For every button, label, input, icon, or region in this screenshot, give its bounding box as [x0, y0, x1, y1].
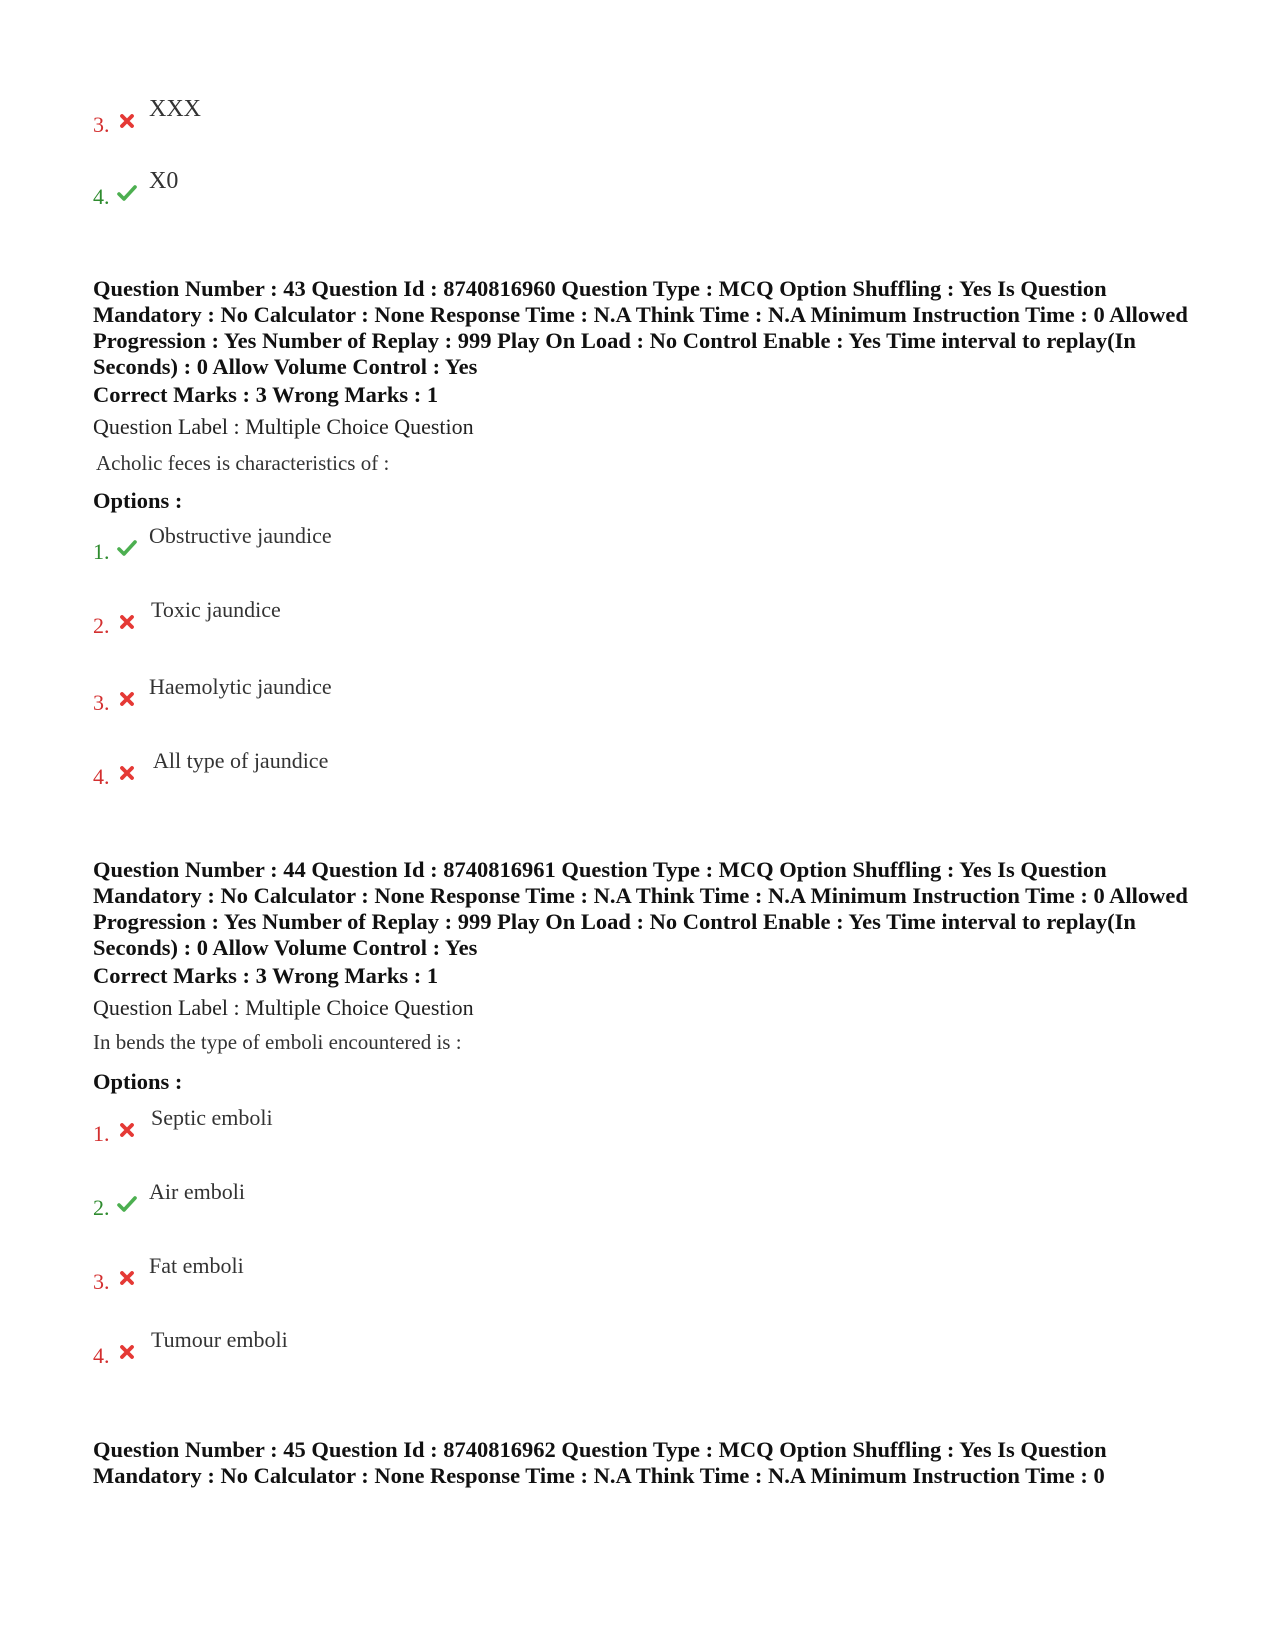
option-number: 3.: [93, 112, 110, 137]
option-text: XXX: [149, 96, 201, 122]
question-text: In bends the type of emboli encountered is :: [93, 1030, 462, 1054]
cross-icon: [117, 112, 137, 130]
option-text: Septic emboli: [151, 1105, 273, 1130]
option-text: All type of jaundice: [153, 748, 329, 773]
option-text: Haemolytic jaundice: [149, 674, 332, 699]
option-text: Toxic jaundice: [151, 597, 281, 622]
question-text: Acholic feces is characteristics of :: [96, 451, 390, 475]
option-text: Obstructive jaundice: [149, 523, 332, 548]
question-label: Question Label : Multiple Choice Question: [93, 995, 474, 1020]
option-number: 2.: [93, 1195, 110, 1220]
question-header: Question Number : 45 Question Id : 8740816962 Question Type : MCQ Option Shuffling : Yes Is Question Mandatory : No Calculator : None Response Time : N.A Think Time : N.A Minimum Instruction Time : 0: [93, 1437, 1107, 1488]
options-heading: Options :: [93, 488, 183, 513]
options-heading: Options :: [93, 1069, 183, 1094]
marks-line: Correct Marks : 3 Wrong Marks : 1: [93, 382, 439, 407]
check-icon: [117, 539, 137, 557]
question-header: Question Number : 44 Question Id : 8740816961 Question Type : MCQ Option Shuffling : Yes Is Question Mandatory : No Calculator : None Response Time : N.A Think Time : N.A Minimum Instruction Time : 0 Allowed Progression : Yes Number of Replay : 999 Play On Load : No Control Enable : Yes Time interval to replay(In Seconds) : 0 Allow Volume Control : Yes: [93, 857, 1188, 960]
option-number: 4.: [93, 184, 110, 209]
option-text: Air emboli: [149, 1179, 245, 1204]
option-number: 2.: [93, 613, 110, 638]
check-icon: [117, 184, 137, 202]
option-number: 1.: [93, 539, 110, 564]
option-number: 3.: [93, 1269, 110, 1294]
option-number: 4.: [93, 1343, 110, 1368]
cross-icon: [117, 1121, 137, 1139]
question-label: Question Label : Multiple Choice Question: [93, 414, 474, 439]
option-number: 4.: [93, 764, 110, 789]
check-icon: [117, 1195, 137, 1213]
option-text: X0: [149, 168, 179, 194]
option-text: Fat emboli: [149, 1253, 244, 1278]
question-header: Question Number : 43 Question Id : 8740816960 Question Type : MCQ Option Shuffling : Yes Is Question Mandatory : No Calculator : None Response Time : N.A Think Time : N.A Minimum Instruction Time : 0 Allowed Progression : Yes Number of Replay : 999 Play On Load : No Control Enable : Yes Time interval to replay(In Seconds) : 0 Allow Volume Control : Yes: [93, 276, 1188, 379]
cross-icon: [117, 690, 137, 708]
option-number: 1.: [93, 1121, 110, 1146]
option-number: 3.: [93, 690, 110, 715]
cross-icon: [117, 1269, 137, 1287]
cross-icon: [117, 1343, 137, 1361]
cross-icon: [117, 764, 137, 782]
marks-line: Correct Marks : 3 Wrong Marks : 1: [93, 963, 439, 988]
option-text: Tumour emboli: [151, 1327, 288, 1352]
cross-icon: [117, 613, 137, 631]
